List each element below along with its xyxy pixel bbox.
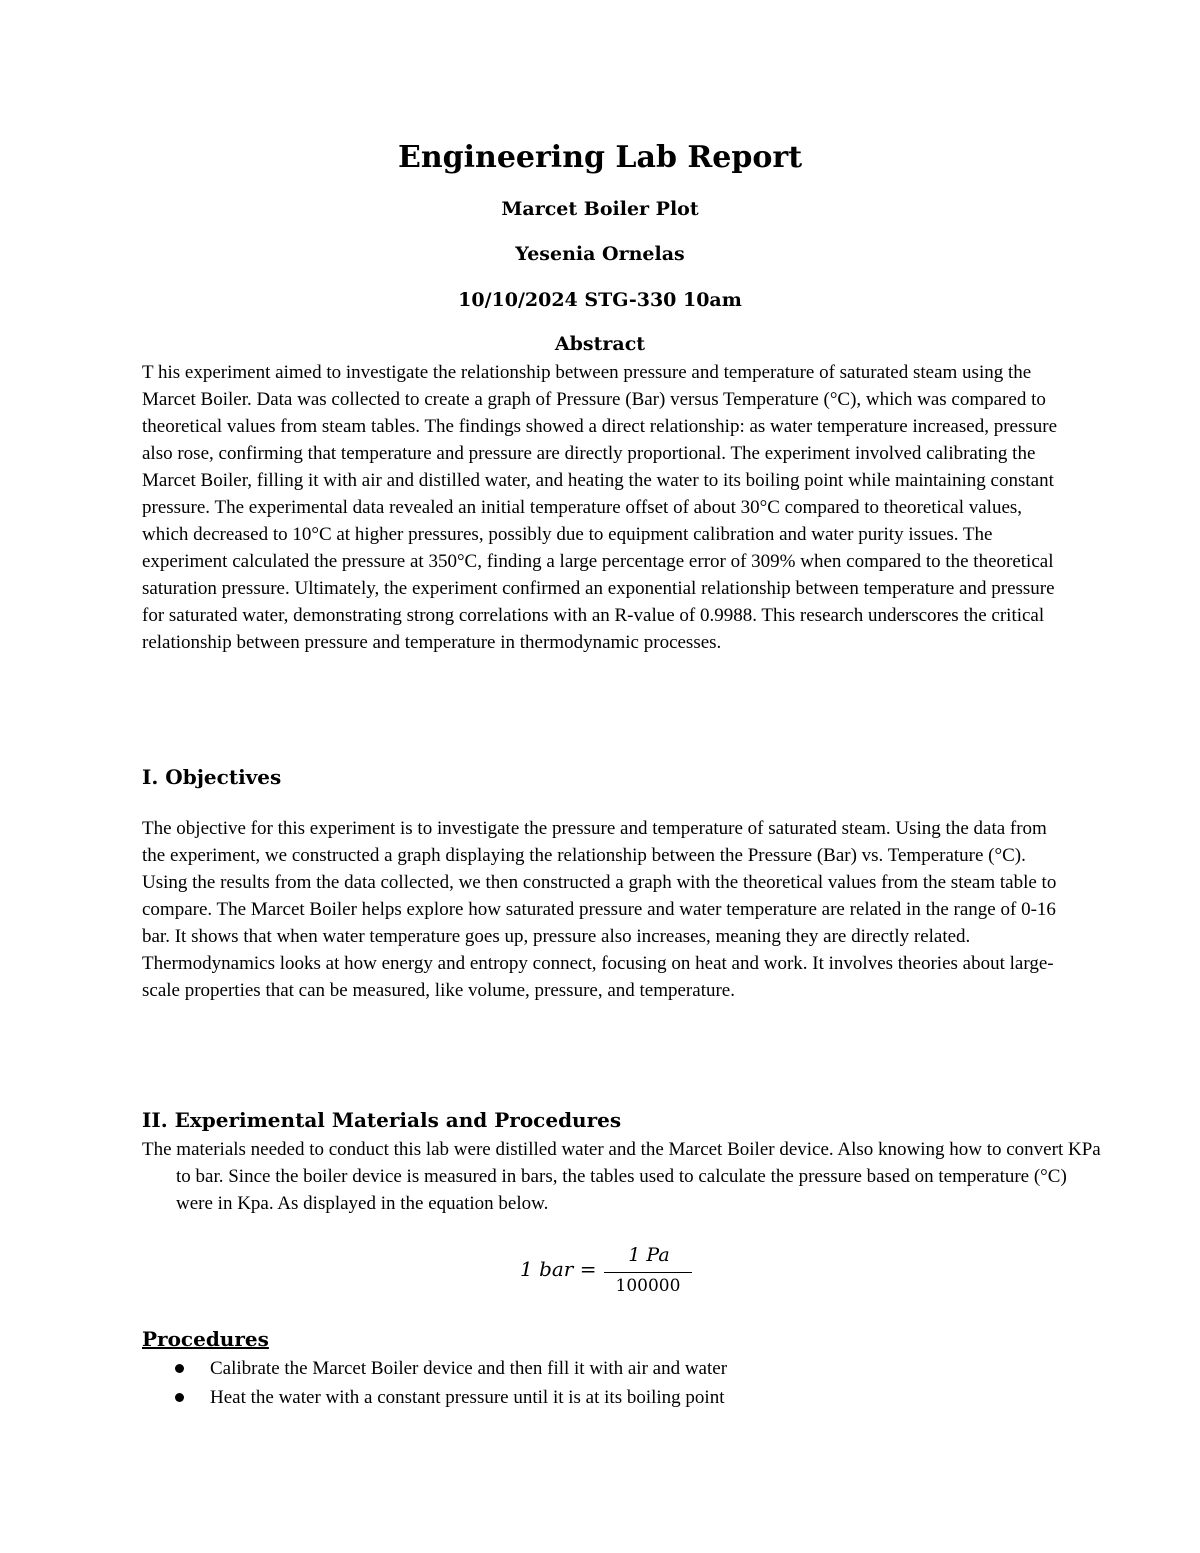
procedure-step: Heat the water with a constant pressure until it is at its boiling point bbox=[210, 1387, 725, 1408]
equation-lhs: 1 bar = bbox=[520, 1257, 597, 1281]
fraction-bar bbox=[604, 1272, 692, 1273]
date-course: 10/10/2024 STG-330 10am bbox=[458, 289, 742, 311]
report-subtitle: Marcet Boiler Plot bbox=[501, 198, 699, 220]
equation-numerator: 1 Pa bbox=[628, 1244, 670, 1266]
materials-heading: II. Experimental Materials and Procedures bbox=[142, 1108, 622, 1132]
equation-denominator: 100000 bbox=[615, 1276, 681, 1296]
objectives-heading: I. Objectives bbox=[142, 765, 282, 789]
bullet-icon bbox=[175, 1364, 184, 1373]
abstract-heading: Abstract bbox=[554, 333, 646, 355]
report-title: Engineering Lab Report bbox=[397, 140, 803, 175]
materials-text: The materials needed to conduct this lab were distilled water and the Marcet Boiler device. Also knowing how to convert KPa to bar. Since the boiler device is measured in bars, the tables used to calculate the pressure based on temperature (°C) were in Kpa. As displayed in the equation below. bbox=[142, 1139, 1101, 1214]
bullet-icon bbox=[175, 1393, 184, 1402]
procedures-heading: Procedures bbox=[142, 1327, 269, 1351]
procedure-step: Calibrate the Marcet Boiler device and then fill it with air and water bbox=[210, 1358, 728, 1379]
abstract-text: T his experiment aimed to investigate the relationship between pressure and temperature of saturated steam using the Marcet Boiler. Data was collected to create a graph of Pressure (Bar) versus Temperature (°C), which was compared to theoretical values from steam tables. The findings showed a direct relationship: as water temperature increased, pressure also rose, confirming that temperature and pressure are directly proportional. The experiment involved calibrating the Marcet Boiler, filling it with air and distilled water, and heating the water to its boiling point while maintaining constant pressure. The experimental data revealed an initial temperature offset of about 30°C compared to theoretical values, which decreased to 10°C at higher pressures, possibly due to equipment calibration and water purity issues. The experiment calculated the pressure at 350°C, finding a large percentage error of 309% when compared to the theoretical saturation pressure. Ultimately, the experiment confirmed an exponential relationship between temperature and pressure for saturated water, demonstrating strong correlations with an R-value of 0.9988. This research underscores the critical relationship between pressure and temperature in thermodynamic processes. bbox=[142, 362, 1058, 653]
author-name: Yesenia Ornelas bbox=[515, 243, 685, 265]
list-item bbox=[170, 1354, 727, 1383]
procedures-list bbox=[170, 1354, 727, 1412]
list-item bbox=[170, 1383, 727, 1412]
conversion-equation bbox=[520, 1244, 690, 1300]
objectives-text: The objective for this experiment is to investigate the pressure and temperature of saturated steam. Using the data from the experiment, we constructed a graph displaying the relationship between the Pressure (Bar) vs. Temperature (°C). Using the results from the data collected, we then constructed a graph with the theoretical values from the steam table to compare. The Marcet Boiler helps explore how saturated pressure and water temperature are related in the range of 0-16 bar. It shows that when water temperature goes up, pressure also increases, meaning they are directly related. Thermodynamics looks at how energy and entropy connect, focusing on heat and work. It involves theories about large-scale properties that can be measured, like volume, pressure, and temperature. bbox=[142, 818, 1057, 1001]
